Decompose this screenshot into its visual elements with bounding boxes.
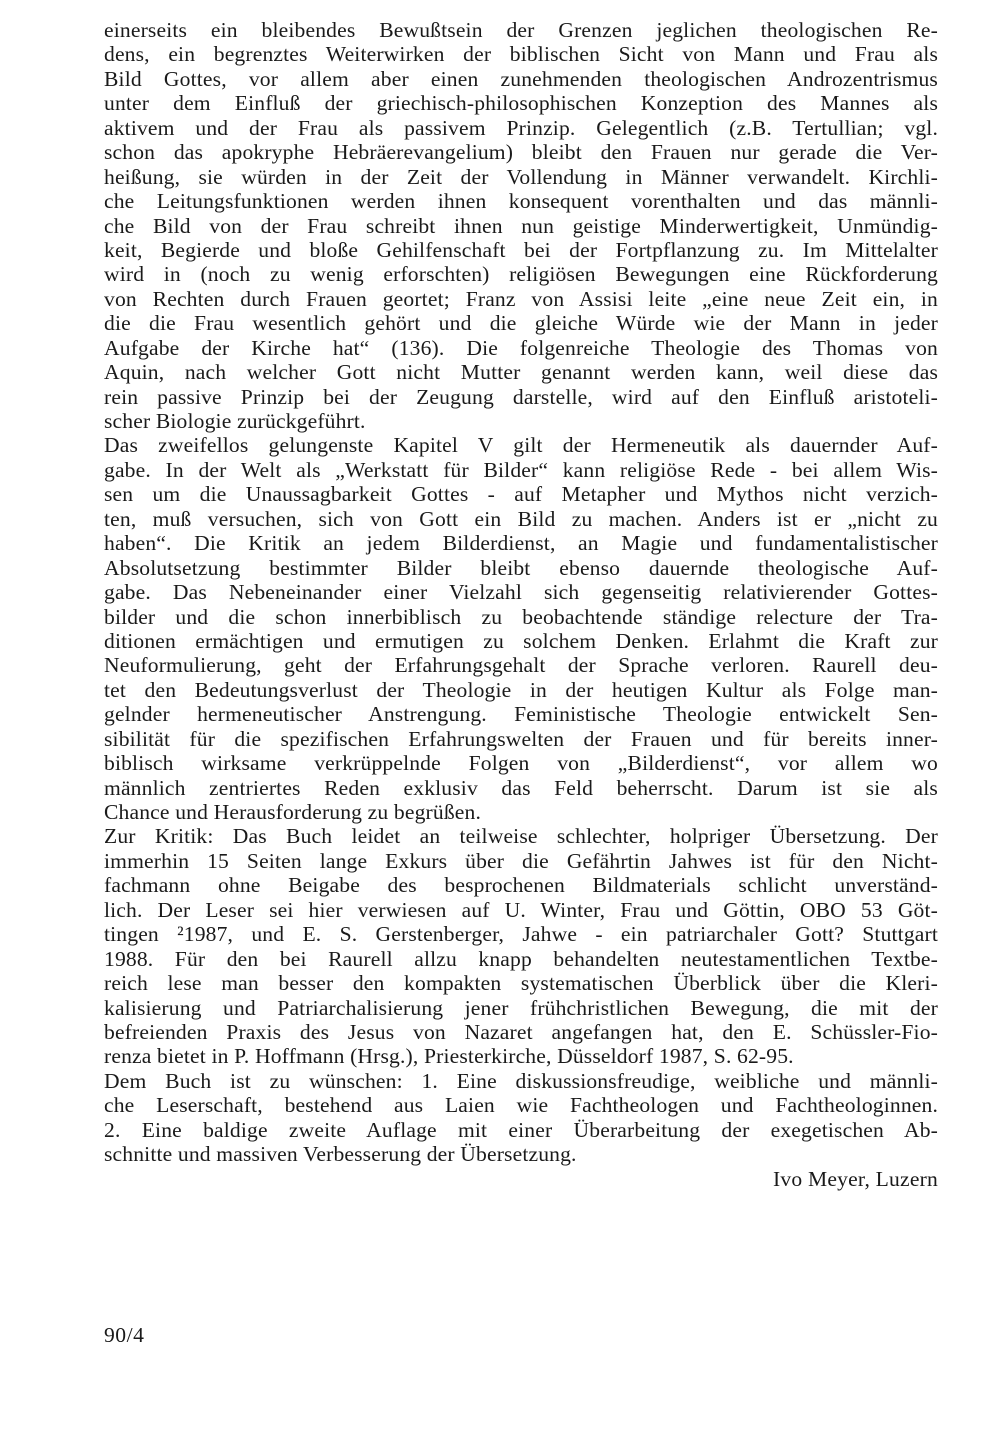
text-line: sen um die Unaussagbarkeit Gottes - auf Metapher und Mythos nicht verzich- xyxy=(104,482,938,507)
text-line: reich lese man besser den kompakten systematischen Überblick über die Kleri- xyxy=(104,971,938,996)
text-line: aktivem und der Frau als passivem Prinzip. Gelegentlich (z.B. Tertullian; vgl. xyxy=(104,115,938,140)
text-line: tet den Bedeutungsverlust der Theologie in der heutigen Kultur als Folge man- xyxy=(104,677,938,702)
text-line: che Leserschaft, bestehend aus Laien wie Fachtheologen und Fachtheologinnen. xyxy=(104,1093,938,1118)
text-line: schon das apokryphe Hebräerevangelium) bleibt den Frauen nur gerade die Ver- xyxy=(104,140,938,165)
text-line: gabe. In der Welt als „Werkstatt für Bilder“ kann religiöse Rede - bei allem Wis- xyxy=(104,457,938,482)
text-line: Chance und Herausforderung zu begrüßen. xyxy=(104,800,482,824)
paragraph-4 xyxy=(104,1069,938,1167)
text-line: che Bild von der Frau schreibt ihnen nun geistige Minderwertigkeit, Unmündig- xyxy=(104,213,938,238)
text-line: Das zweifellos gelungenste Kapitel V gilt der Hermeneutik als dauernder Auf- xyxy=(104,433,938,458)
text-line: kalisierung und Patriarchalisierung jener frühchristlichen Bewegung, die mit der xyxy=(104,995,938,1020)
text-line: haben“. Die Kritik an jedem Bilderdienst, an Magie und fundamentalistischer xyxy=(104,531,938,556)
text-line: Aufgabe der Kirche hat“ (136). Die folgenreiche Theologie des Thomas von xyxy=(104,335,938,360)
text-line: von Rechten durch Frauen geortet; Franz von Assisi leite „eine neue Zeit ein, in xyxy=(104,286,938,311)
paragraph-3 xyxy=(104,824,938,1068)
text-line: Bild Gottes, vor allem aber einen zunehmenden theologischen Androzentrismus xyxy=(104,66,938,91)
text-line: 1988. Für den bei Raurell allzu knapp behandelten neutestamentlichen Textbe- xyxy=(104,946,938,971)
paragraph-1 xyxy=(104,18,938,433)
text-line: scher Biologie zurückgeführt. xyxy=(104,409,366,433)
text-line: che Leitungsfunktionen werden ihnen konsequent vorenthalten und das männli- xyxy=(104,189,938,214)
text-line: keit, Begierde und bloße Gehilfenschaft bei der Fortpflanzung zu. Im Mittelalter xyxy=(104,237,938,262)
text-line: Aquin, nach welcher Gott nicht Mutter genannt werden kann, weil diese das xyxy=(104,360,938,385)
author-signature: Ivo Meyer, Luzern xyxy=(772,1166,938,1191)
page-number: 90/4 xyxy=(104,1323,145,1347)
text-line: ten, muß versuchen, sich von Gott ein Bild zu machen. Anders ist er „nicht zu xyxy=(104,506,938,531)
text-line: heißung, sie würden in der Zeit der Vollendung in Männer verwandelt. Kirchli- xyxy=(104,164,938,189)
paragraph-2 xyxy=(104,433,938,824)
text-line: biblisch wirksame verkrüppelnde Folgen von „Bilderdienst“, vor allem wo xyxy=(104,751,938,776)
text-line: schnitte und massiven Verbesserung der Übersetzung. xyxy=(104,1142,577,1167)
text-line: gabe. Das Nebeneinander einer Vielzahl sich gegenseitig relativierender Gottes- xyxy=(104,580,938,605)
text-line: lich. Der Leser sei hier verwiesen auf U. Winter, Frau und Göttin, OBO 53 Göt- xyxy=(104,897,938,922)
text-line: männlich zentriertes Reden exklusiv das Feld beherrscht. Darum ist sie als xyxy=(104,775,938,800)
text-line: fachmann ohne Beigabe des besprochenen Bildmaterials schlicht unverständ- xyxy=(104,873,938,898)
review-text-block xyxy=(104,18,938,1191)
text-line: wird in (noch zu wenig erforschten) religiösen Bewegungen eine Rückforderung xyxy=(104,262,938,287)
text-line: renza bietet in P. Hoffmann (Hrsg.), Priesterkirche, Düsseldorf 1987, S. 62-95. xyxy=(104,1044,794,1069)
text-line: tingen ²1987, und E. S. Gerstenberger, Jahwe - ein patriarchaler Gott? Stuttgart xyxy=(104,922,938,947)
text-line: unter dem Einfluß der griechisch-philosophischen Konzeption des Mannes als xyxy=(104,91,938,116)
text-line: gelnder hermeneutischer Anstrengung. Feministische Theologie entwickelt Sen- xyxy=(104,702,938,727)
text-line: 2. Eine baldige zweite Auflage mit einer Überarbeitung der exegetischen Ab- xyxy=(104,1117,938,1142)
text-line: Absolutsetzung bestimmter Bilder bleibt ebenso dauernde theologische Auf- xyxy=(104,555,938,580)
text-line: befreienden Praxis des Jesus von Nazaret angefangen hat, den E. Schüssler-Fio- xyxy=(104,1019,938,1044)
text-line: die die Frau wesentlich gehört und die gleiche Würde wie der Mann in jeder xyxy=(104,311,938,336)
text-line: bilder und die schon innerbiblisch zu beobachtende ständige relecture der Tra- xyxy=(104,604,938,629)
text-line: Dem Buch ist zu wünschen: 1. Eine diskussionsfreudige, weibliche und männli- xyxy=(104,1068,938,1093)
text-line: ditionen ermächtigen und ermutigen zu solchem Denken. Erlahmt die Kraft zur xyxy=(104,628,938,653)
paragraphs xyxy=(104,18,938,1167)
text-line: Zur Kritik: Das Buch leidet an teilweise schlechter, holpriger Übersetzung. Der xyxy=(104,824,938,849)
text-line: sibilität für die spezifischen Erfahrungswelten der Frauen und für bereits inner- xyxy=(104,726,938,751)
text-line: Neuformulierung, geht der Erfahrungsgehalt der Sprache verloren. Raurell deu- xyxy=(104,653,938,678)
text-line: dens, ein begrenztes Weiterwirken der biblischen Sicht von Mann und Frau als xyxy=(104,42,938,67)
text-line: einerseits ein bleibendes Bewußtsein der Grenzen jeglichen theologischen Re- xyxy=(104,18,938,42)
text-line: immerhin 15 Seiten lange Exkurs über die Gefährtin Jahwes ist für den Nicht- xyxy=(104,848,938,873)
text-line: rein passive Prinzip bei der Zeugung darstelle, wird auf den Einfluß aristoteli- xyxy=(104,384,938,409)
